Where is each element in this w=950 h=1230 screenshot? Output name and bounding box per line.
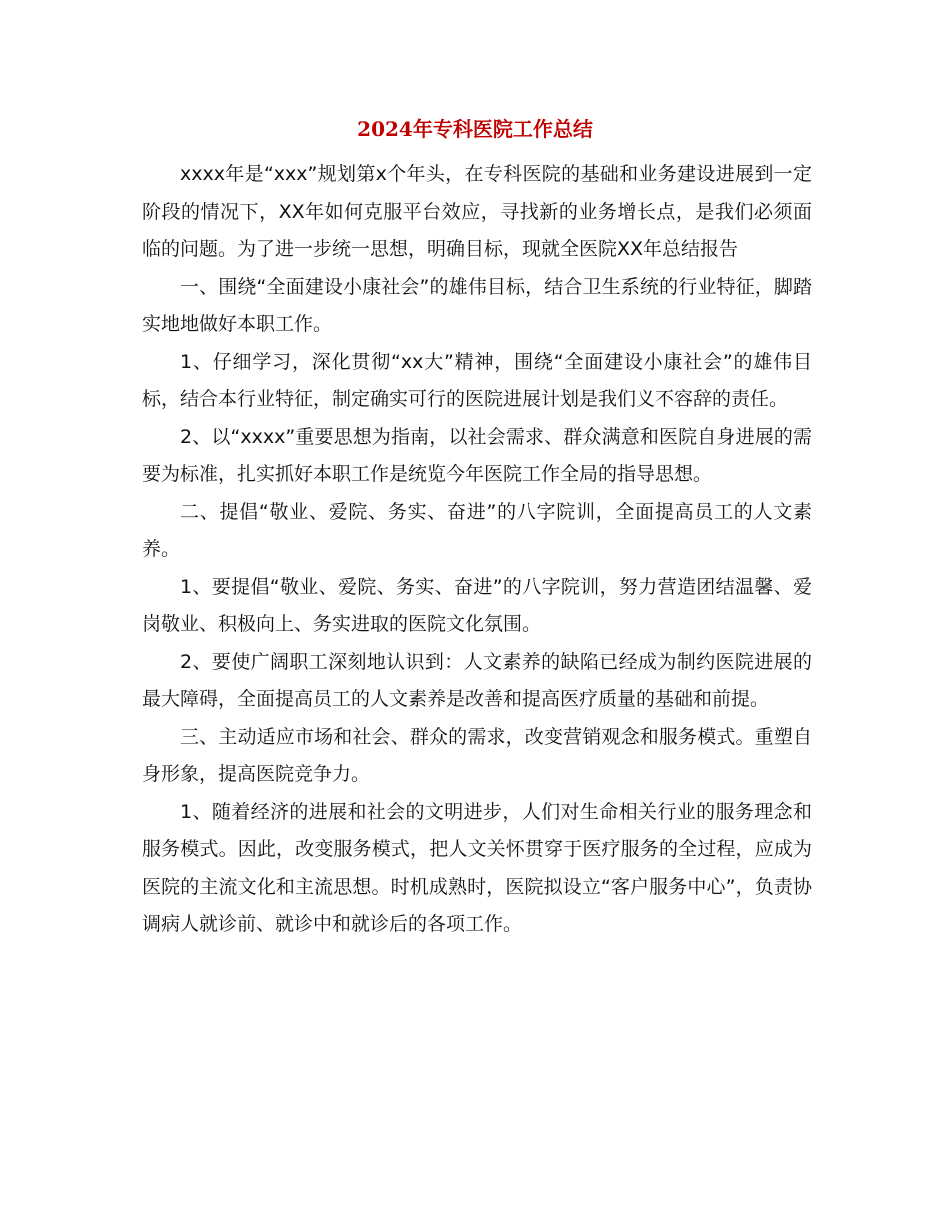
paragraph-section-2-item-2: 2、要使广阔职工深刻地认识到：人文素养的缺陷已经成为制约医院进展的最大障碍，全面提高员工的人文素养是改善和提高医疗质量的基础和前提。 xyxy=(142,650,812,710)
document-body xyxy=(142,156,812,944)
paragraph-section-3-heading: 三、主动适应市场和社会、群众的需求，改变营销观念和服务模式。重塑自身形象，提高医院竞争力。 xyxy=(142,725,812,785)
paragraph-section-1-heading: 一、围绕“全面建设小康社会”的雄伟目标，结合卫生系统的行业特征，脚踏实地地做好本职工作。 xyxy=(142,275,812,335)
paragraph-section-3-item-1: 1、随着经济的进展和社会的文明进步，人们对生命相关行业的服务理念和服务模式。因此，改变服务模式，把人文关怀贯穿于医疗服务的全过程，应成为医院的主流文化和主流思想。时机成熟时，医院拟设立“客户服务中心”，负责协调病人就诊前、就诊中和就诊后的各项工作。 xyxy=(142,800,812,935)
paragraph-section-2-item-1: 1、要提倡“敬业、爱院、务实、奋进”的八字院训，努力营造团结温馨、爱岗敬业、积极向上、务实进取的医院文化氛围。 xyxy=(142,575,812,635)
paragraph-section-1-item-1: 1、仔细学习，深化贯彻“xx大”精神，围绕“全面建设小康社会”的雄伟目标，结合本行业特征，制定确实可行的医院进展计划是我们义不容辞的责任。 xyxy=(142,350,812,410)
paragraph-section-2-heading: 二、提倡“敬业、爱院、务实、奋进”的八字院训，全面提高员工的人文素养。 xyxy=(142,500,812,560)
paragraph-intro: xxxx年是“xxx”规划第x个年头，在专科医院的基础和业务建设进展到一定阶段的情况下，XX年如何克服平台效应，寻找新的业务增长点，是我们必须面临的问题。为了进一步统一思想，明确目标，现就全医院XX年总结报告 xyxy=(142,163,812,260)
document-title: 2024年专科医院工作总结 xyxy=(357,117,593,141)
paragraph-section-1-item-2: 2、以“xxxx”重要思想为指南，以社会需求、群众满意和医院自身进展的需要为标准，扎实抓好本职工作是统览今年医院工作全局的指导思想。 xyxy=(142,425,812,485)
